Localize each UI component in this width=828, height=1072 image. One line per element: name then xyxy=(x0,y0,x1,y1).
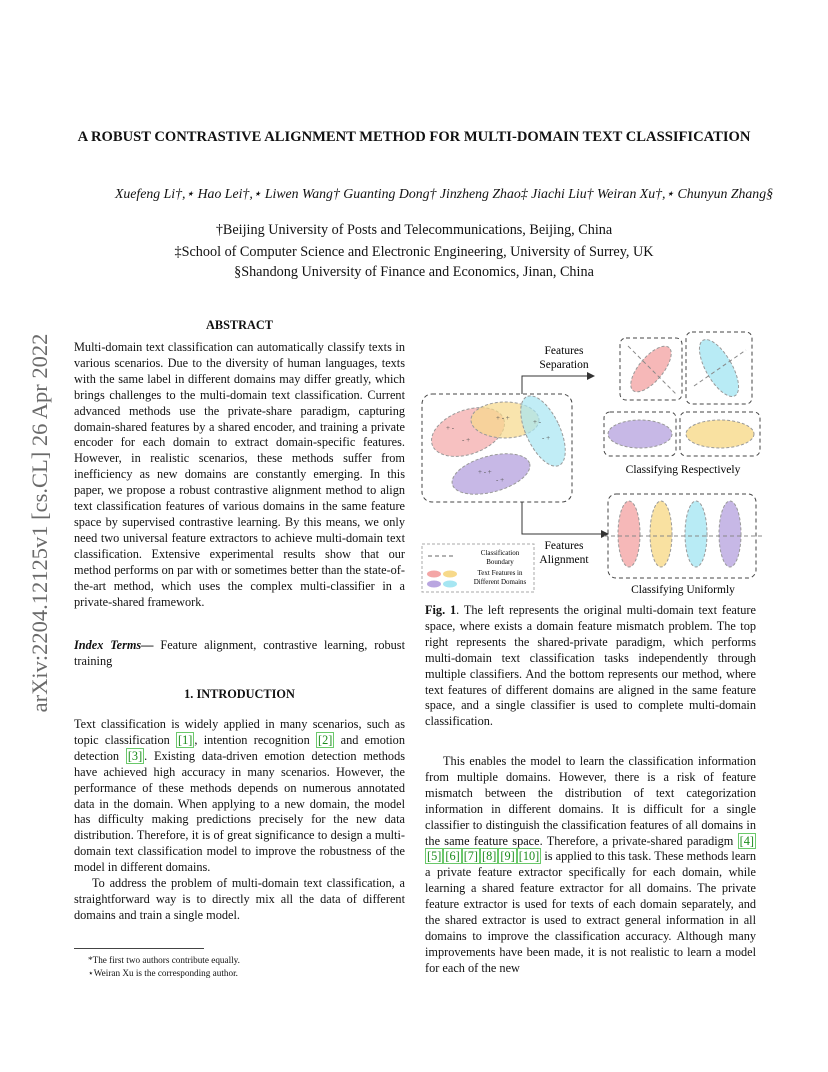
caption-text: . The left represents the original multi-domain text feature space, where exists a domain feature mismatch problem. The top right represents the shared-private paradigm, which performs multi-domain text classification tasks independently through multiple classifiers. And the bottom represents our method, where text features of different domains are aligned in the same feature space, and a single classifier is used to complete multi-domain classification. xyxy=(425,603,756,729)
intro-text-a: Text classification is widely applied in many scenarios, such as topic classification xyxy=(74,717,405,747)
intro-text-c: and emotion detection xyxy=(74,732,405,763)
legend-yellow-swatch xyxy=(443,571,457,578)
index-terms-label: Index Terms— xyxy=(74,638,154,652)
yellow-domain-ellipse xyxy=(686,420,754,448)
affiliation-2: ‡School of Computer Science and Electronic Engineering, University of Surrey, UK xyxy=(174,244,654,260)
aligned-purple-ellipse xyxy=(719,501,741,567)
alignment-arrow xyxy=(522,502,608,534)
legend-cyan-swatch xyxy=(443,581,457,588)
index-terms-text: Feature alignment, contrastive learning, robust training xyxy=(74,638,405,668)
citation-link[interactable]: [6] xyxy=(445,849,460,864)
intro-paragraph-1 xyxy=(74,717,405,924)
figure-caption xyxy=(425,603,756,730)
svg-text:+ - +: + - + xyxy=(496,414,510,422)
alignment-label-line1: Features xyxy=(544,540,584,552)
abstract-heading: ABSTRACT xyxy=(206,318,273,332)
legend-features-line1: Text Features in xyxy=(477,569,523,577)
citation-link[interactable]: [5] xyxy=(427,849,442,864)
aligned-yellow-ellipse xyxy=(650,501,672,567)
classifying-uniformly-label: Classifying Uniformly xyxy=(631,584,735,596)
citation-link[interactable]: [8] xyxy=(482,849,497,864)
affiliation-3: §Shandong University of Finance and Economics, Jinan, China xyxy=(234,264,594,280)
intro-paragraph-2: To address the problem of multi-domain text classification, a straightforward way is to directly mix all the data of different domains and train a single model. xyxy=(74,876,405,922)
right-paragraph-1 xyxy=(425,754,756,977)
separation-label-line2: Separation xyxy=(539,359,589,371)
legend-red-swatch xyxy=(427,571,441,578)
purple-domain-ellipse xyxy=(608,420,672,448)
abstract-text: Multi-domain text classification can automatically classify texts in various scenarios. Due to the diversity of human languages, texts with the same label in different domains may differ greatly, which brings challenges to the multi-domain text classification. Current advanced methods use the private-share paradigm, capturing domain-shared features by a shared encoder, and training a private encoder for each domain to extract domain-specific features. However, in realistic scenarios, these methods suffer from inefficiency as new domains are constantly emerging. In this paper, we propose a robust contrastive alignment method to align text classification features of various domains in the same feature space by supervised contrastive learning. By this means, we only need two universal feature extractors to achieve multi-domain text classification. Extensive experimental results show that our method performs on par with or sometimes better than the state-of-the-art method, which uses the complex multi-classifier in a private-shared framework. xyxy=(74,340,405,609)
right-text-b: is applied to this task. These methods learn a private feature extractor specifically for each domain, while learning a shared feature extractor for all domains. The private feature extractor is used for texts of each domain separately, and the shared extractor is used to extract general information in all domains to improve the classification accuracy. Although many improvements have been made, it is not realistic to learn a model for each of the new xyxy=(425,849,756,975)
citation-link[interactable]: [4] xyxy=(739,833,754,848)
caption-label: Fig. 1 xyxy=(425,603,457,617)
intro-heading: 1. INTRODUCTION xyxy=(184,687,295,701)
citation-link[interactable]: [1] xyxy=(178,732,193,747)
right-text-a: This enables the model to learn the classification information from multiple domains. However, there is a risk of feature mismatch between the distribution of text categorization information in different domains. It is difficult for a single classifier to distinguish the classification features of all domains in the same feature space. Therefore, a private-shared paradigm xyxy=(425,754,756,848)
index-terms xyxy=(74,638,405,670)
separation-label-line1: Features xyxy=(544,345,584,357)
citation-link[interactable]: [9] xyxy=(500,849,515,864)
svg-text:- +: - + xyxy=(462,436,471,444)
arxiv-stamp: arXiv:2204.12125v1 [cs.CL] 26 Apr 2022 xyxy=(27,333,52,713)
citation-link[interactable]: [7] xyxy=(463,849,479,864)
svg-text:- +: - + xyxy=(496,476,505,484)
paper-title: A ROBUST CONTRASTIVE ALIGNMENT METHOD FOR MULTI-DOMAIN TEXT CLASSIFICATION xyxy=(77,129,751,145)
citation-link[interactable]: [2] xyxy=(318,732,333,747)
author-list: Xuefeng Li†,⋆ Hao Lei†,⋆ Liwen Wang† Guanting Dong† Jinzheng Zhao‡ Jiachi Liu† Weiran Xu†,⋆ Chunyun Zhang§ xyxy=(114,186,773,201)
red-domain-ellipse xyxy=(624,340,678,398)
classifying-respectively-label: Classifying Respectively xyxy=(625,464,741,476)
footnote-rule xyxy=(74,948,204,949)
intro-text-d: . Existing data-driven emotion detection methods have achieved high accuracy in many scenarios. However, the performance of these methods depends on numerous annotated data in the domain. When applying to a new domain, the model has difficulty making predictions precisely for the new data distribution. Therefore, it is of great significance to design a multi-domain text classification model to improve the robustness of the model in different domains. xyxy=(74,748,405,875)
citation-link[interactable]: [3] xyxy=(127,748,143,763)
aligned-cyan-ellipse xyxy=(685,501,707,567)
svg-text:+ -: + - xyxy=(533,418,542,426)
legend-boundary-line1: Classification xyxy=(480,549,520,557)
figure-1 xyxy=(418,328,763,600)
svg-text:+ - +: + - + xyxy=(478,468,492,476)
legend-purple-swatch xyxy=(427,581,441,588)
legend-boundary-line2: Boundary xyxy=(486,558,514,566)
footnote-1: *The first two authors contribute equally. xyxy=(88,955,240,965)
separation-arrow xyxy=(522,376,594,394)
citation-link[interactable]: [10] xyxy=(518,849,540,864)
footnote-2: ⋆Weiran Xu is the corresponding author. xyxy=(88,968,238,978)
legend-features-line2: Different Domains xyxy=(473,578,527,586)
svg-text:+ -: + - xyxy=(446,424,455,432)
affiliation-1: †Beijing University of Posts and Telecommunications, Beijing, China xyxy=(215,222,613,238)
aligned-red-ellipse xyxy=(618,501,640,567)
alignment-label-line2: Alignment xyxy=(539,554,589,566)
intro-text-b: , intention recognition xyxy=(194,732,310,747)
svg-text:- +: - + xyxy=(542,434,551,442)
cyan-domain-ellipse xyxy=(692,334,747,402)
